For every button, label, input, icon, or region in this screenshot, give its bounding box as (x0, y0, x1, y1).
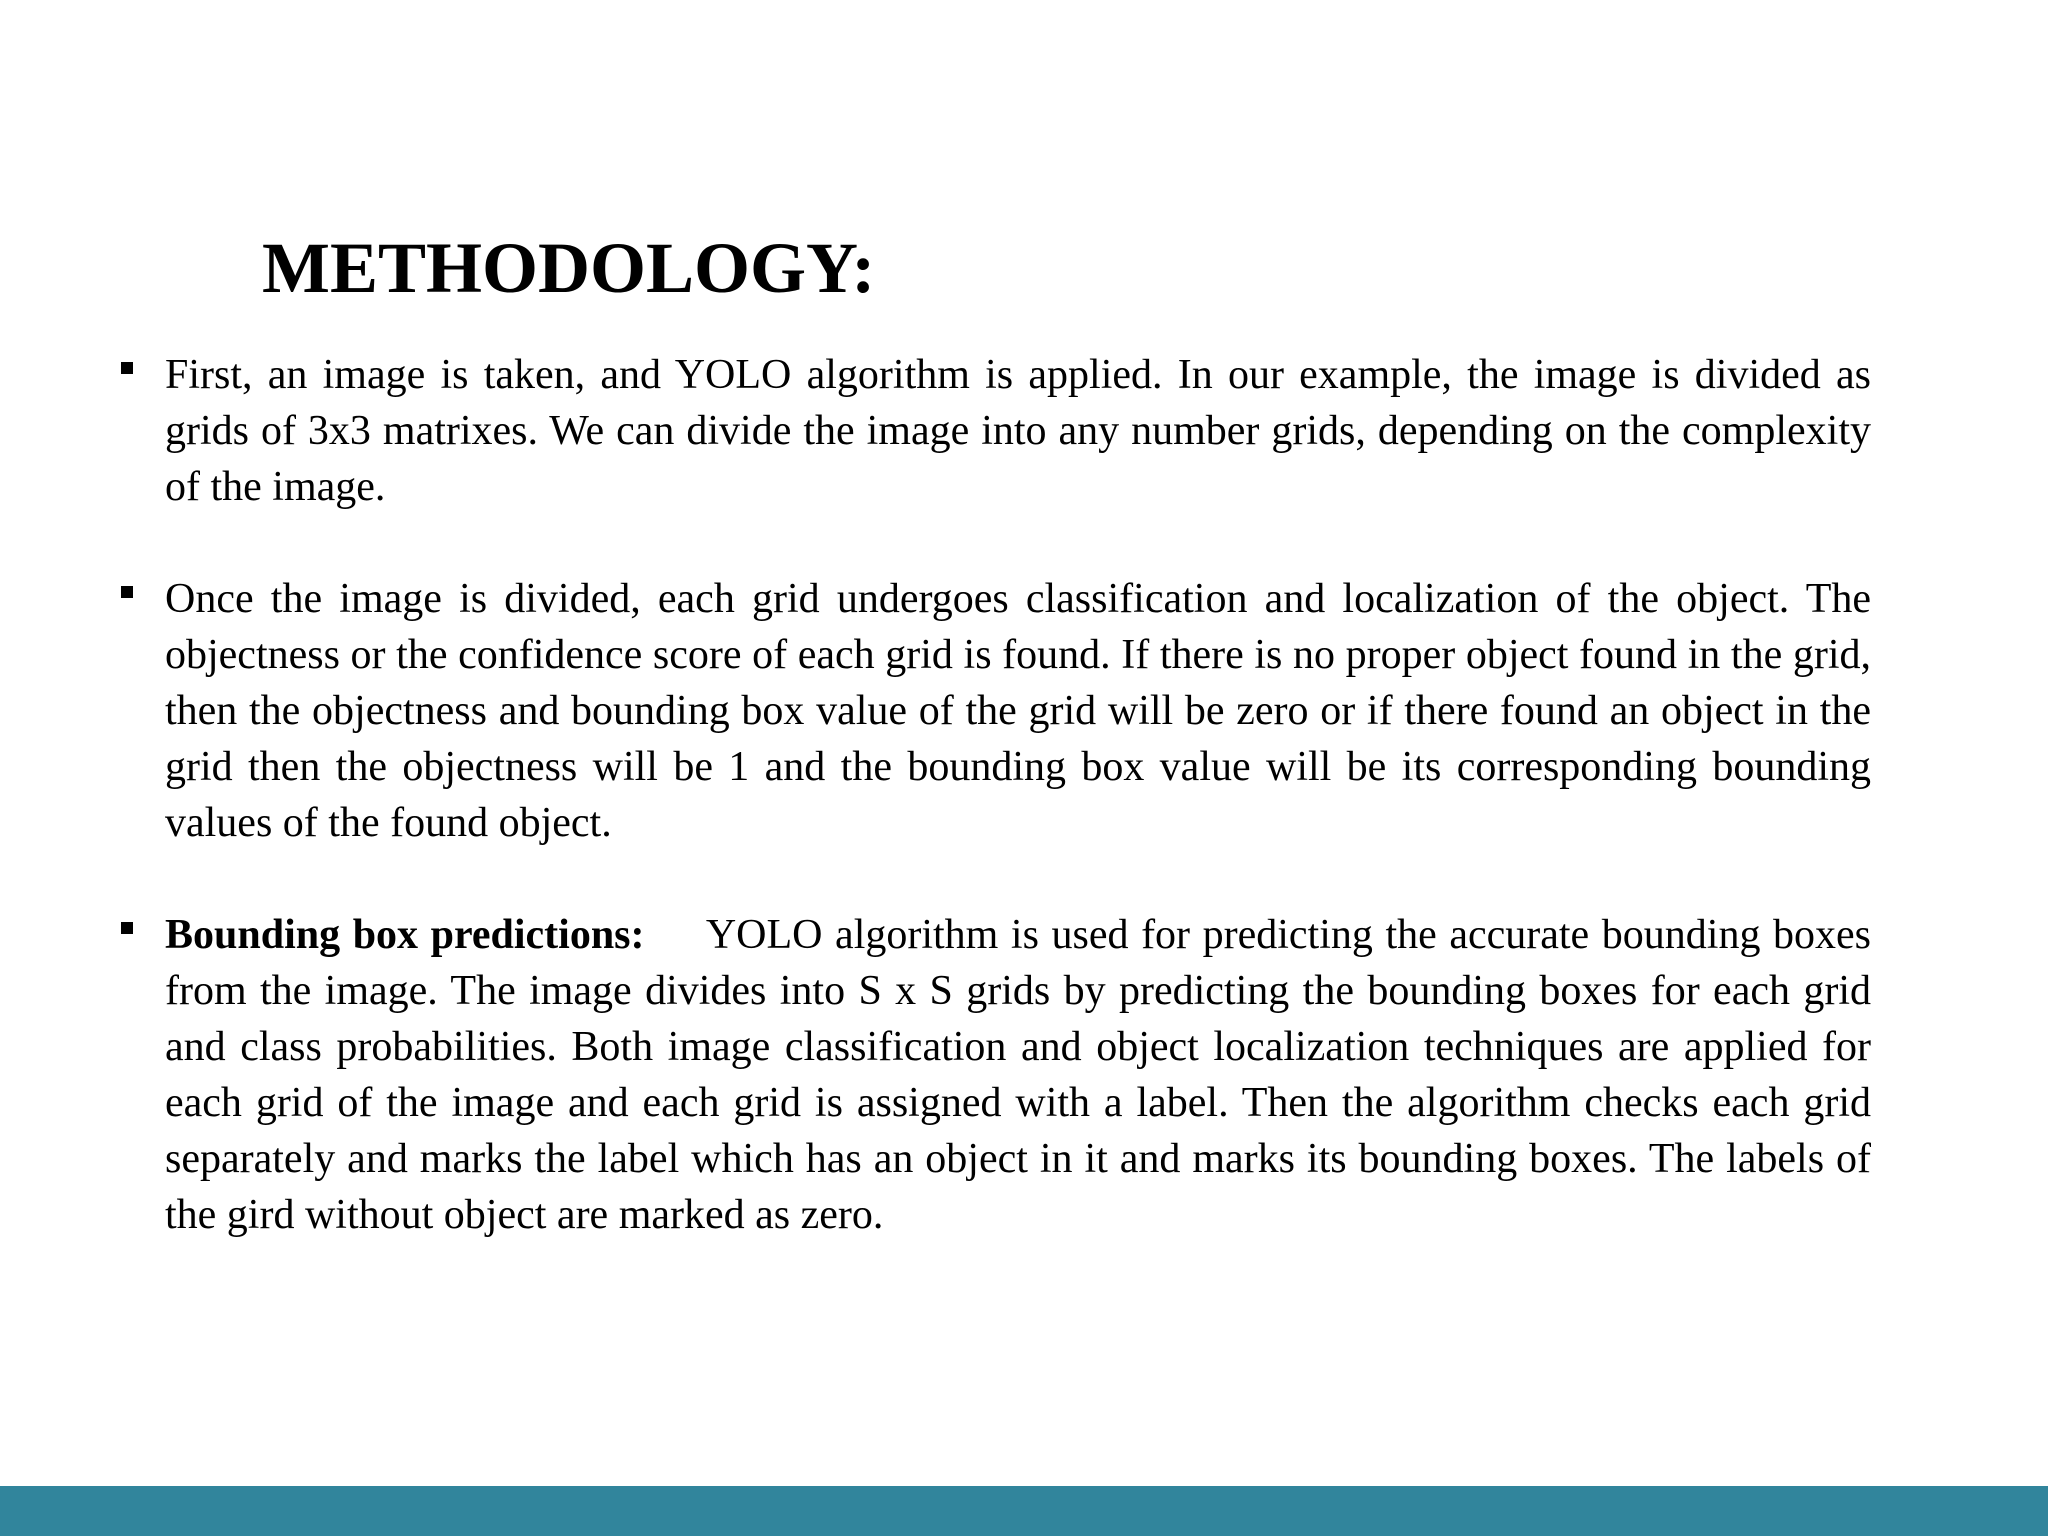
footer-bar (0, 1486, 2048, 1536)
square-bullet-icon (121, 922, 133, 934)
bullet-item (0, 907, 2048, 1243)
square-bullet-icon (121, 362, 133, 374)
bullet-list (0, 347, 2048, 1243)
bullet-item (0, 571, 2048, 851)
bullet-lead: Bounding box predictions: (165, 912, 645, 958)
bullet-text (165, 571, 1871, 851)
slide-title: METHODOLOGY: (262, 228, 876, 308)
bullet-text (165, 347, 1871, 515)
bullet-body: First, an image is taken, and YOLO algorithm is applied. In our example, the image is divided as grids of 3x3 matrixes. We can divide the image into any number grids, depending on the complexity of the image. (165, 352, 1871, 510)
bullet-body: Once the image is divided, each grid undergoes classification and localization of the object. The objectness or the confidence score of each grid is found. If there is no proper object found in the grid, then the objectness and bounding box value of the grid will be zero or if there found an object in the grid then the objectness will be 1 and the bounding box value will be its corresponding bounding values of the found object. (165, 576, 1871, 846)
bullet-item (0, 347, 2048, 515)
bullet-body: YOLO algorithm is used for predicting the accurate bounding boxes from the image. The image divides into S x S grids by predicting the bounding boxes for each grid and class probabilities. Both image classification and object localization techniques are applied for each grid of the image and each grid is assigned with a label. Then the algorithm checks each grid separately and marks the label which has an object in it and marks its bounding boxes. The labels of the gird without object are marked as zero. (165, 912, 1871, 1238)
bullet-text (165, 907, 1871, 1243)
square-bullet-icon (121, 586, 133, 598)
